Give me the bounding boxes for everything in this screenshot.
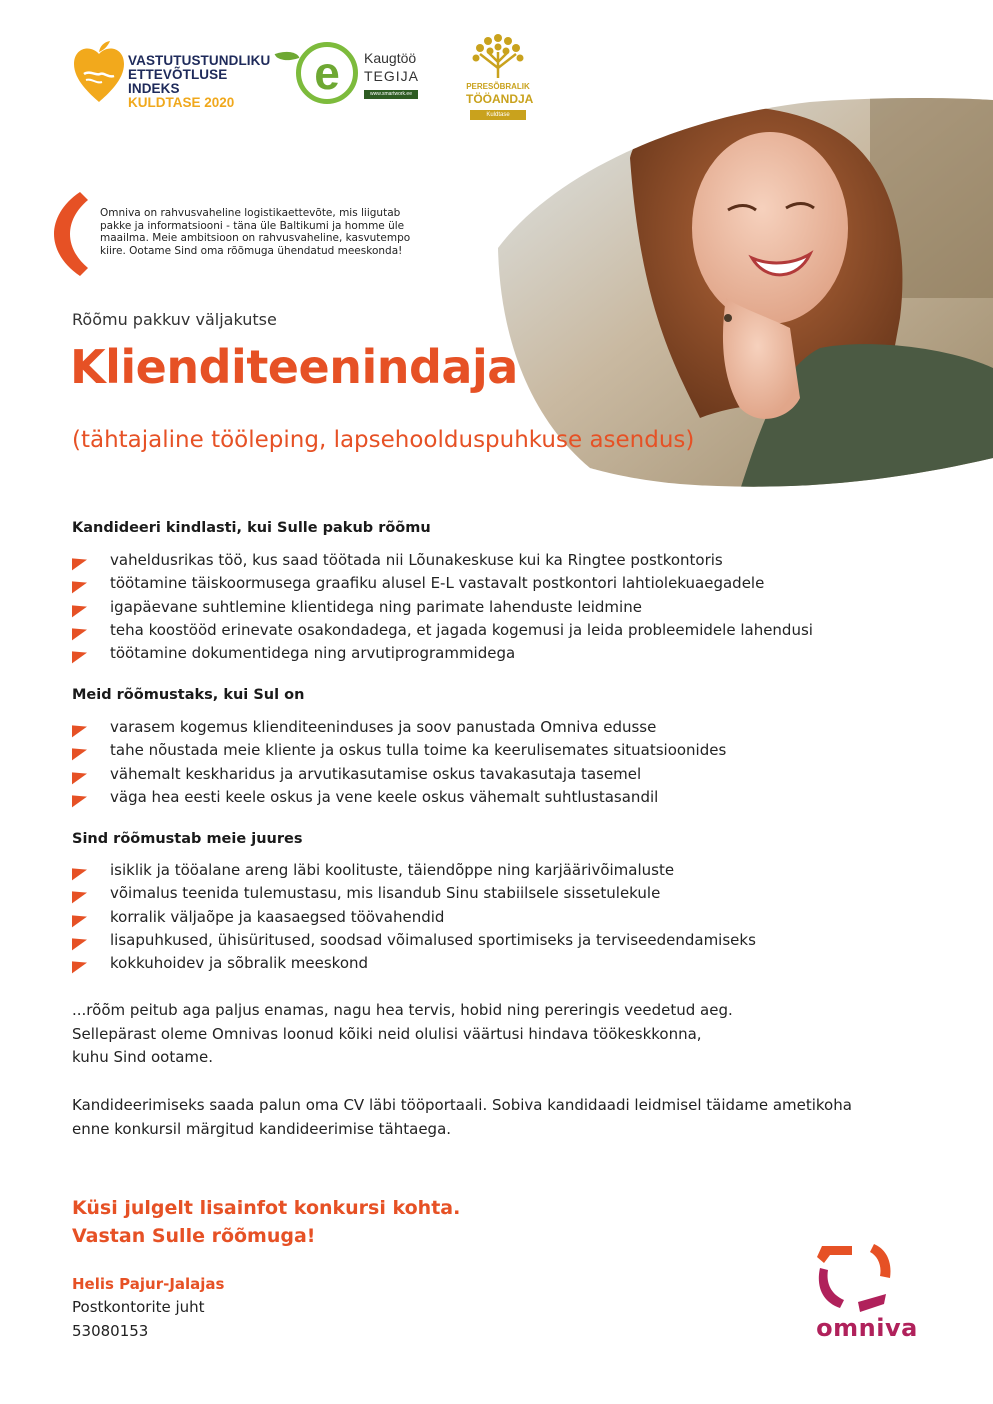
arrow-bullet-icon	[72, 864, 87, 881]
list-item: vähemalt keskharidus ja arvutikasutamise oskus tavakasutaja tasemel	[70, 763, 726, 786]
responsible-business-index-logo	[72, 40, 272, 110]
closing-line: Kandideerimiseks saada palun oma CV läbi tööportaali. Sobiva kandidaadi leidmisel täidame ametikoha	[72, 1096, 852, 1114]
intro-text: Omniva on rahvusvaheline logistikaettevõte, mis liigutab pakke ja informatsiooni - täna üle Baltikumi ja homme üle maailma. Meie ambitsioon on rahvusvaheline, kasvutempo kiire. Ootame Sind oma rõõmuga ühendatud meeskonda!	[100, 207, 411, 257]
tooandja-label: TÖÖANDJA	[466, 92, 534, 106]
logo-line-2: ETTEVÕTLUSE INDEKS	[128, 67, 228, 96]
closing-paragraph-2	[72, 1094, 852, 1141]
kaugtoo-tegija-logo	[276, 40, 426, 110]
arrow-bullet-icon	[72, 623, 87, 640]
closing-line: ...rõõm peitub aga paljus enamas, nagu hea tervis, hobid ning pereringis veedetud aeg.	[72, 1001, 733, 1019]
e-circle-icon	[296, 42, 358, 104]
list-item: varasem kogemus klienditeeninduses ja soov panustada Omniva edusse	[70, 716, 726, 739]
smartwork-url: www.smartwork.ee	[364, 90, 418, 99]
list-item: korralik väljaõpe ja kaasaegsed töövahendid	[70, 906, 756, 929]
cta-line: Küsi julgelt lisainfot konkursi kohta.	[72, 1197, 461, 1219]
apple-heart-icon	[72, 40, 126, 106]
arrow-bullet-icon	[72, 767, 87, 784]
closing-line: kuhu Sind ootame.	[72, 1048, 214, 1066]
arrow-bullet-icon	[72, 600, 87, 617]
job-title: Klienditeenindaja	[70, 340, 518, 394]
contact-name: Helis Pajur-Jalajas	[72, 1275, 225, 1293]
list-item: töötamine dokumentidega ning arvutiprogrammidega	[70, 642, 813, 665]
arrow-bullet-icon	[72, 933, 87, 950]
list-item: lisapuhkused, ühisüritused, soodsad võimalused sportimiseks ja terviseedendamiseks	[70, 929, 756, 952]
list-item: tahe nõustada meie kliente ja oskus tulla toime ka keerulisemates situatsioonides	[70, 739, 726, 762]
closing-line: enne konkursil märgitud kandideerimise tähtaega.	[72, 1119, 452, 1138]
arrow-bullet-icon	[72, 910, 87, 927]
list-item: isiklik ja tööalane areng läbi koolituste, täiendõppe ning karjäärivõimaluste	[70, 859, 756, 882]
tegija-label: TEGIJA	[364, 68, 420, 84]
logo-line-3: KULDTASE 2020	[128, 95, 235, 110]
arrow-bullet-icon	[72, 721, 87, 738]
peresobralik-label: PERESÕBRALIK	[466, 82, 530, 91]
call-to-action	[72, 1194, 460, 1250]
closing-paragraph-1	[72, 999, 733, 1070]
arrow-bullet-icon	[72, 577, 87, 594]
logo-line-1: VASTUTUSTUNDLIKU	[128, 53, 271, 68]
arrow-bullet-icon	[72, 790, 87, 807]
requirements-list	[70, 716, 726, 809]
list-item: kokkuhoidev ja sõbralik meeskond	[70, 952, 756, 975]
list-item: vaheldusrikas töö, kus saad töötada nii Lõunakeskuse kui ka Ringtee postkontoris	[70, 549, 813, 572]
benefits-list	[70, 859, 756, 975]
closing-line: Sellepärast oleme Omnivas loonud kõiki neid olulisi väärtusi hindava töökeskkonna,	[72, 1024, 702, 1043]
section-heading-benefits: Sind rõõmustab meie juures	[72, 831, 303, 847]
kuldtase-badge: Kuldtase	[470, 110, 526, 120]
kaugtoo-label: Kaugtöö	[364, 50, 417, 66]
intro-bracket-icon	[52, 190, 92, 278]
list-item: teha koostööd erinevate osakondadega, et jagada kogemusi ja leida probleemidele lahendusi	[70, 619, 813, 642]
family-tree-icon	[466, 32, 530, 82]
contact-role: Postkontorite juht	[72, 1298, 205, 1316]
arrow-bullet-icon	[72, 887, 87, 904]
subtitle: Rõõmu pakkuv väljakutse	[72, 310, 277, 329]
section-heading-offer: Kandideeri kindlasti, kui Sulle pakub rõõmu	[72, 520, 431, 536]
list-item: võimalus teenida tulemustasu, mis lisandub Sinu stabiilsele sissetulekule	[70, 882, 756, 905]
contact-phone[interactable]: 53080153	[72, 1322, 149, 1340]
arrow-bullet-icon	[72, 744, 87, 761]
offer-list	[70, 549, 813, 665]
leaf-icon	[275, 47, 300, 66]
list-item: väga hea eesti keele oskus ja vene keele oskus vähemalt suhtlustasandil	[70, 786, 726, 809]
list-item: igapäevane suhtlemine klientidega ning parimate lahenduste leidmine	[70, 596, 813, 619]
arrow-bullet-icon	[72, 647, 87, 664]
omniva-wordmark: omniva	[816, 1314, 918, 1342]
e-letter: e	[314, 47, 340, 99]
cta-line: Vastan Sulle rõõmuga!	[72, 1225, 316, 1247]
arrow-bullet-icon	[72, 957, 87, 974]
contract-type: (tähtajaline tööleping, lapsehoolduspuhkuse asendus)	[72, 427, 695, 453]
omniva-logo	[808, 1238, 926, 1348]
section-heading-requirements: Meid rõõmustaks, kui Sul on	[72, 687, 305, 703]
list-item: töötamine täiskoormusega graafiku alusel E-L vastavalt postkontori lahtiolekuaegadele	[70, 572, 813, 595]
omniva-mark-icon	[808, 1238, 926, 1314]
arrow-bullet-icon	[72, 554, 87, 571]
